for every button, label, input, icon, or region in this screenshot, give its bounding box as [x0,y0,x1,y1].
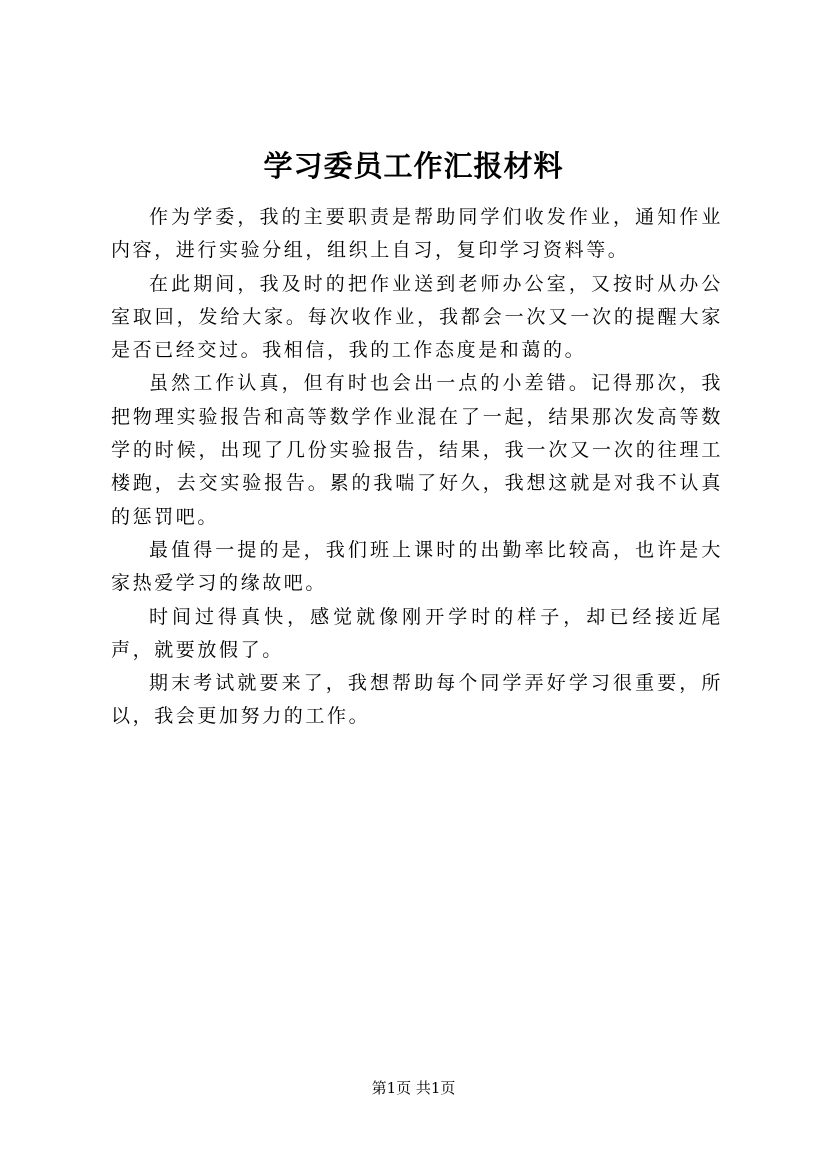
paragraph: 期末考试就要来了，我想帮助每个同学弄好学习很重要，所以，我会更加努力的工作。 [111,672,723,728]
paragraph: 最值得一提的是，我们班上课时的出勤率比较高，也许是大家热爱学习的缘故吧。 [111,538,723,595]
document-title: 学习委员工作汇报材料 [263,149,564,183]
paragraph: 在此期间，我及时的把作业送到老师办公室，又按时从办公室取回，发给大家。每次收作业，我都会一次又一次的提醒大家是否已经交过。我相信，我的工作态度是和蔼的。 [111,272,723,362]
paragraph: 时间过得真快，感觉就像刚开学时的样子，却已经接近尾声，就要放假了。 [111,605,723,661]
document-body [111,201,723,734]
paragraph: 作为学委，我的主要职责是帮助同学们收发作业，通知作业内容，进行实验分组，组织上自习，复印学习资料等。 [111,206,723,262]
paragraph: 虽然工作认真，但有时也会出一点的小差错。记得那次，我把物理实验报告和高等数学作业混在了一起，结果那次发高等数学的时候，出现了几份实验报告，结果，我一次又一次的往理工楼跑，去交实验报告。累的我喘了好久，我想这就是对我不认真的惩罚吧。 [111,372,723,528]
page-footer: 第1页 共1页 [371,1079,456,1097]
